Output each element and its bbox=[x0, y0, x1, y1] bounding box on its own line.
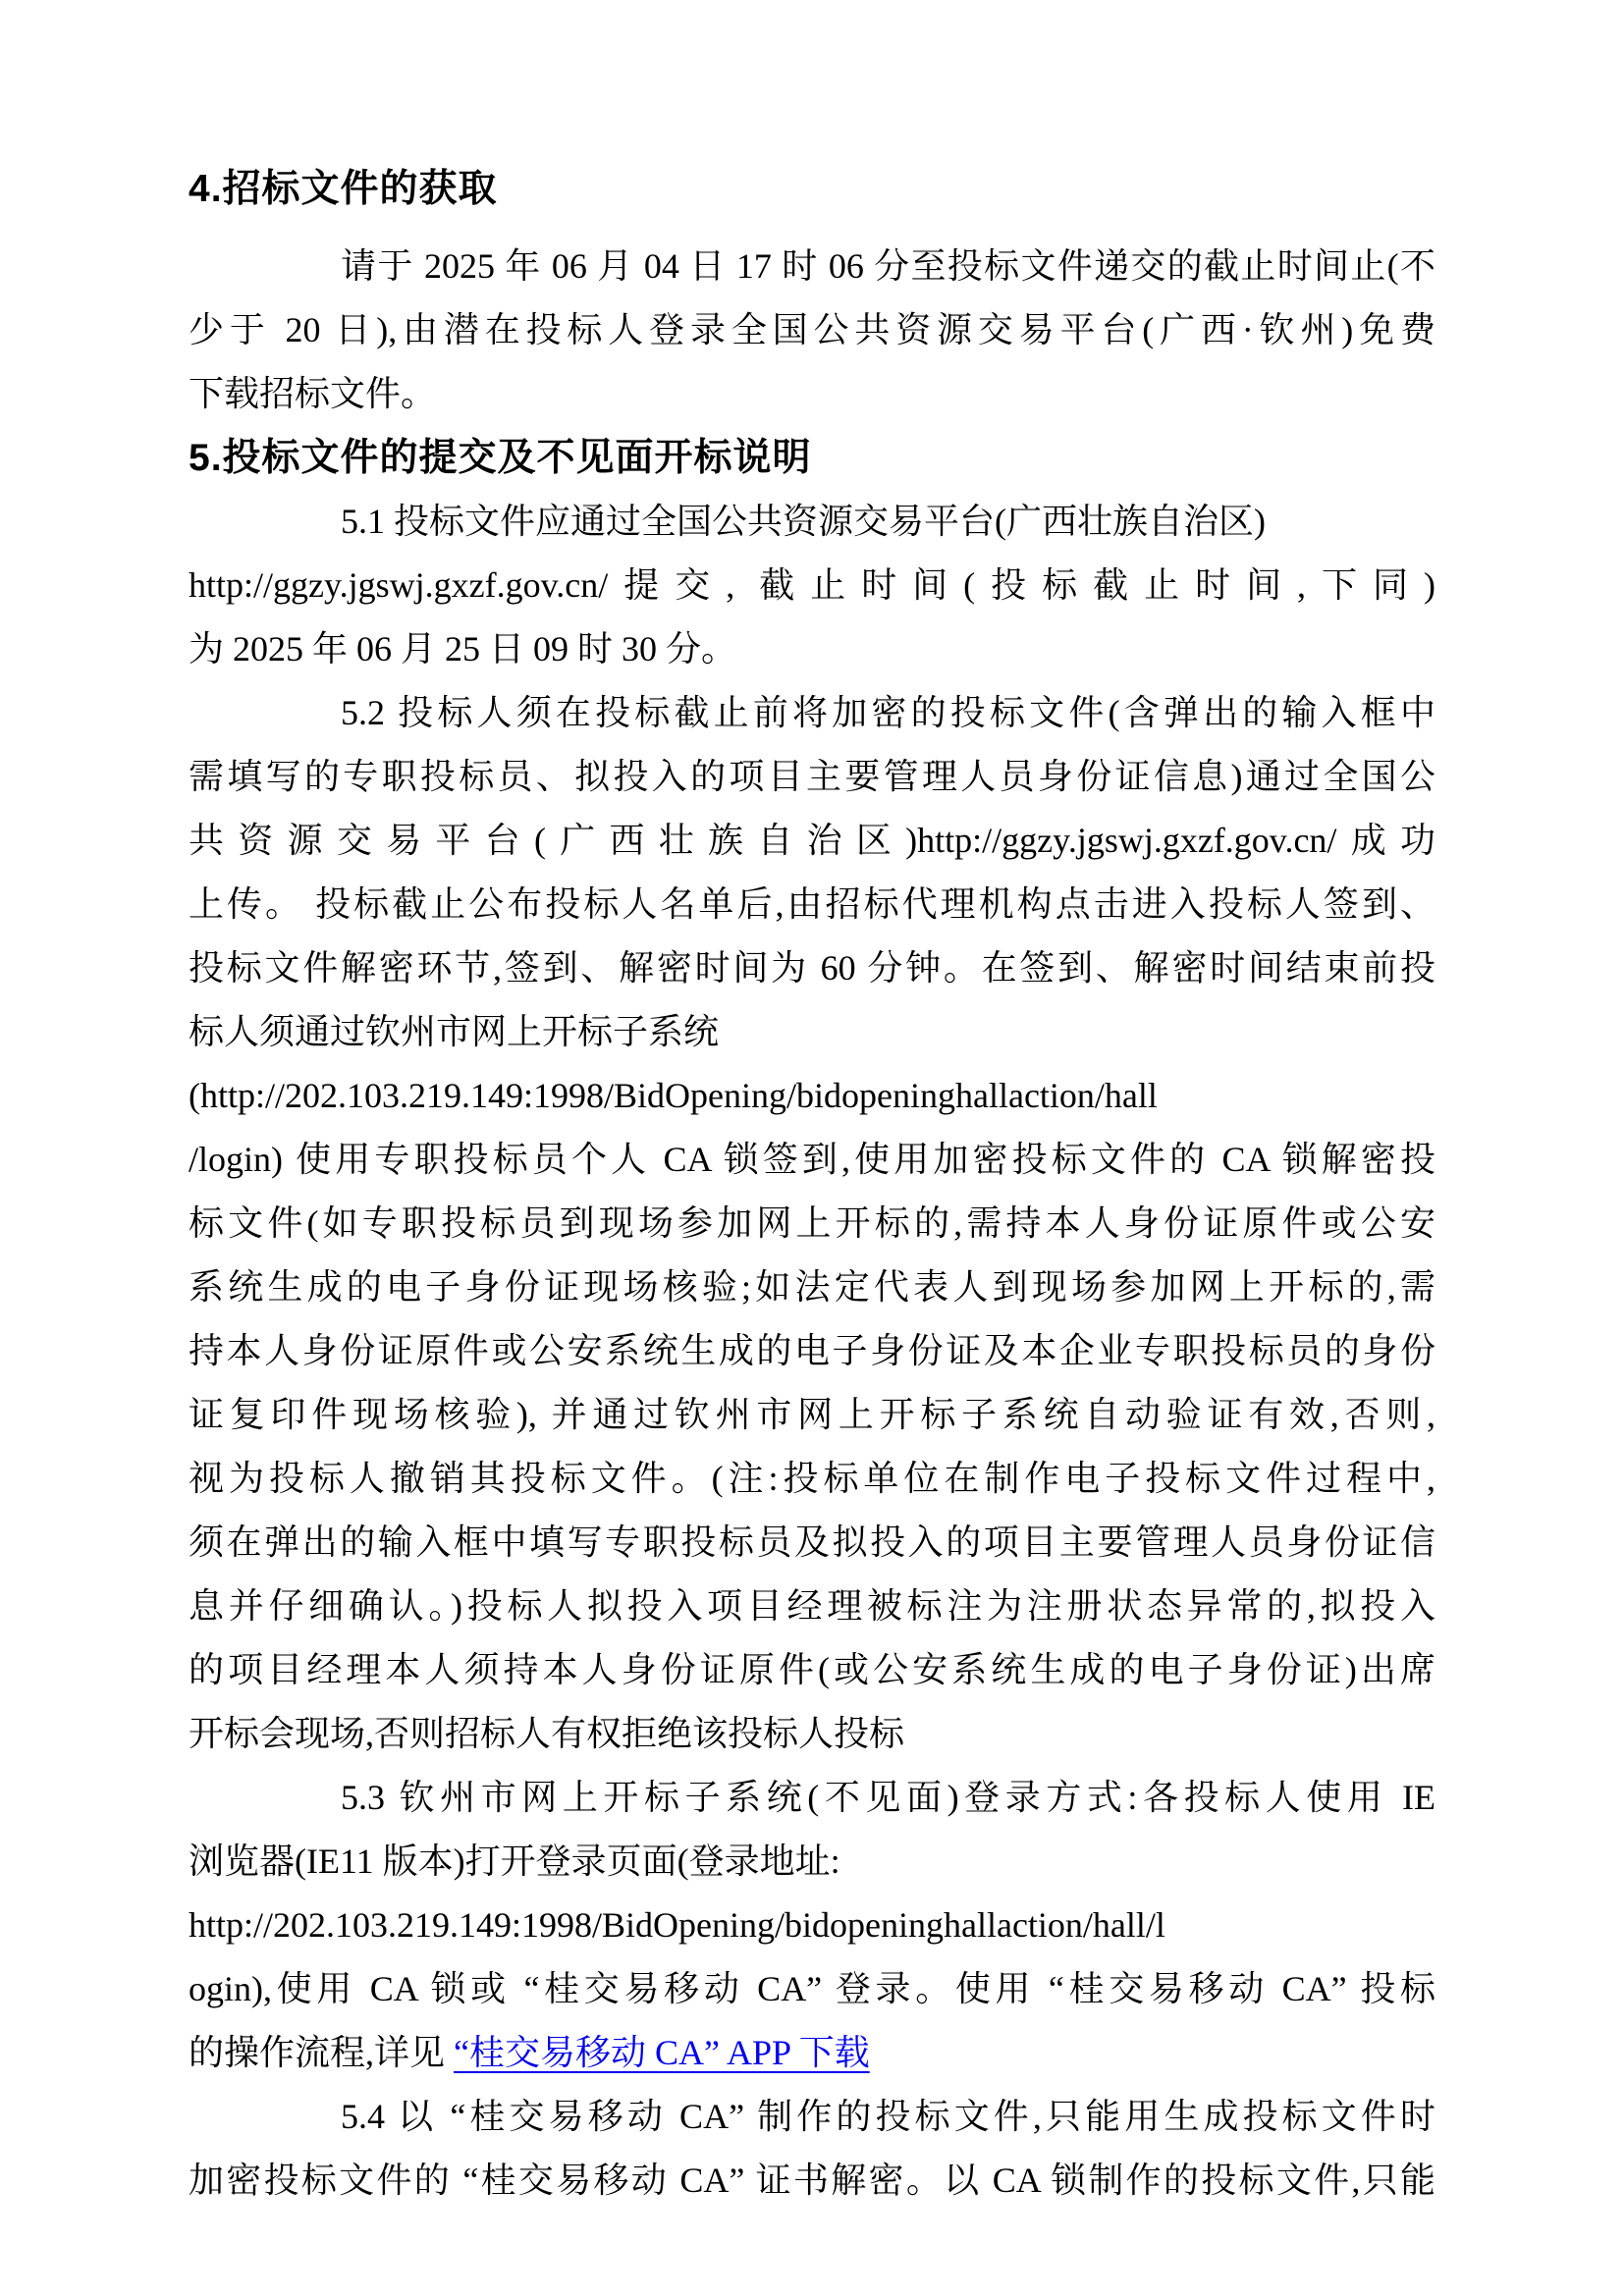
clause-5-4-line: 加密投标文件的 “桂交易移动 CA” 证书解密。以 CA 锁制作的投标文件,只能 bbox=[189, 2161, 1435, 2200]
clause-5-2-line: /login) 使用专职投标员个人 CA 锁签到,使用加密投标文件的 CA 锁解密投 bbox=[189, 1140, 1435, 1179]
clause-5-1-line: 5.1 投标文件应通过全国公共资源交易平台(广西壮族自治区) bbox=[341, 502, 1266, 541]
clause-5-2-line: 共资源交易平台(广西壮族自治区)http://ggzy.jgswj.gxzf.gov.cn/成功 bbox=[189, 821, 1435, 860]
clause-5-1-line: 为 2025 年 06 月 25 日 09 时 30 分。 bbox=[189, 629, 737, 668]
clause-5-3-line: ogin),使用 CA 锁或 “桂交易移动 CA” 登录。使用 “桂交易移动 CA” 投标 bbox=[189, 1969, 1435, 2008]
section-4-paragraph-line: 请于 2025 年 06 月 04 日 17 时 06 分至投标文件递交的截止时间止(不 bbox=[341, 246, 1435, 286]
clause-5-2-line: (http://202.103.219.149:1998/BidOpening/bidopeninghallaction/hall bbox=[189, 1076, 1158, 1115]
gui-ca-app-download-link[interactable]: “桂交易移动 CA” APP 下载 bbox=[454, 2033, 870, 2072]
clause-5-2-line: 开标会现场,否则招标人有权拒绝该投标人投标 bbox=[189, 1714, 905, 1753]
clause-5-2-line: 的项目经理本人须持本人身份证原件(或公安系统生成的电子身份证)出席 bbox=[189, 1650, 1435, 1689]
clause-5-2-line: 标文件(如专职投标员到现场参加网上开标的,需持本人身份证原件或公安 bbox=[189, 1203, 1435, 1243]
clause-5-2-line: 投标文件解密环节,签到、解密时间为 60 分钟。在签到、解密时间结束前投 bbox=[189, 948, 1435, 988]
section-4-paragraph-line: 少于 20 日),由潜在投标人登录全国公共资源交易平台(广西·钦州)免费 bbox=[189, 310, 1435, 349]
clause-5-2-line: 5.2 投标人须在投标截止前将加密的投标文件(含弹出的输入框中 bbox=[341, 693, 1435, 732]
clause-5-2-line: 上传。 投标截止公布投标人名单后,由招标代理机构点击进入投标人签到、 bbox=[189, 884, 1435, 924]
clause-5-3-line: 浏览器(IE11 版本)打开登录页面(登录地址: bbox=[189, 1842, 840, 1881]
clause-5-2-line: 须在弹出的输入框中填写专职投标员及拟投入的项目主要管理人员身份证信 bbox=[189, 1522, 1435, 1562]
clause-5-2-line: 证复印件现场核验), 并通过钦州市网上开标子系统自动验证有效,否则, bbox=[189, 1395, 1435, 1434]
clause-5-2-line: 需填写的专职投标员、拟投入的项目主要管理人员身份证信息)通过全国公 bbox=[189, 757, 1435, 796]
clause-5-3-line: http://202.103.219.149:1998/BidOpening/bidopeninghallaction/hall/l bbox=[189, 1905, 1165, 1945]
clause-5-2-line: 系统生成的电子身份证现场核验;如法定代表人到现场参加网上开标的,需 bbox=[189, 1267, 1435, 1307]
clause-5-2-line: 持本人身份证原件或公安系统生成的电子身份证及本企业专职投标员的身份 bbox=[189, 1331, 1435, 1370]
clause-5-4-line: 5.4 以 “桂交易移动 CA” 制作的投标文件,只能用生成投标文件时 bbox=[341, 2097, 1435, 2136]
section-4-heading: 4.招标文件的获取 bbox=[189, 168, 498, 210]
section-4-paragraph-line: 下载招标文件。 bbox=[189, 374, 437, 413]
clause-5-3-line bbox=[189, 2021, 1435, 2085]
section-5-heading: 5.投标文件的提交及不见面开标说明 bbox=[189, 437, 812, 479]
clause-5-2-line: 视为投标人撤销其投标文件。(注:投标单位在制作电子投标文件过程中, bbox=[189, 1459, 1435, 1498]
clause-5-3-line: 5.3 钦州市网上开标子系统(不见面)登录方式:各投标人使用 IE bbox=[341, 1778, 1435, 1817]
clause-5-2-line: 息并仔细确认。)投标人拟投入项目经理被标注为注册状态异常的,拟投入 bbox=[189, 1586, 1435, 1626]
clause-5-3-link-prefix: 的操作流程,详见 bbox=[189, 2033, 455, 2072]
clause-5-1-line: http://ggzy.jgswj.gxzf.gov.cn/提交, 截止时间(投标截止时间,下同) bbox=[189, 565, 1435, 605]
clause-5-2-line: 标人须通过钦州市网上开标子系统 bbox=[189, 1012, 720, 1051]
